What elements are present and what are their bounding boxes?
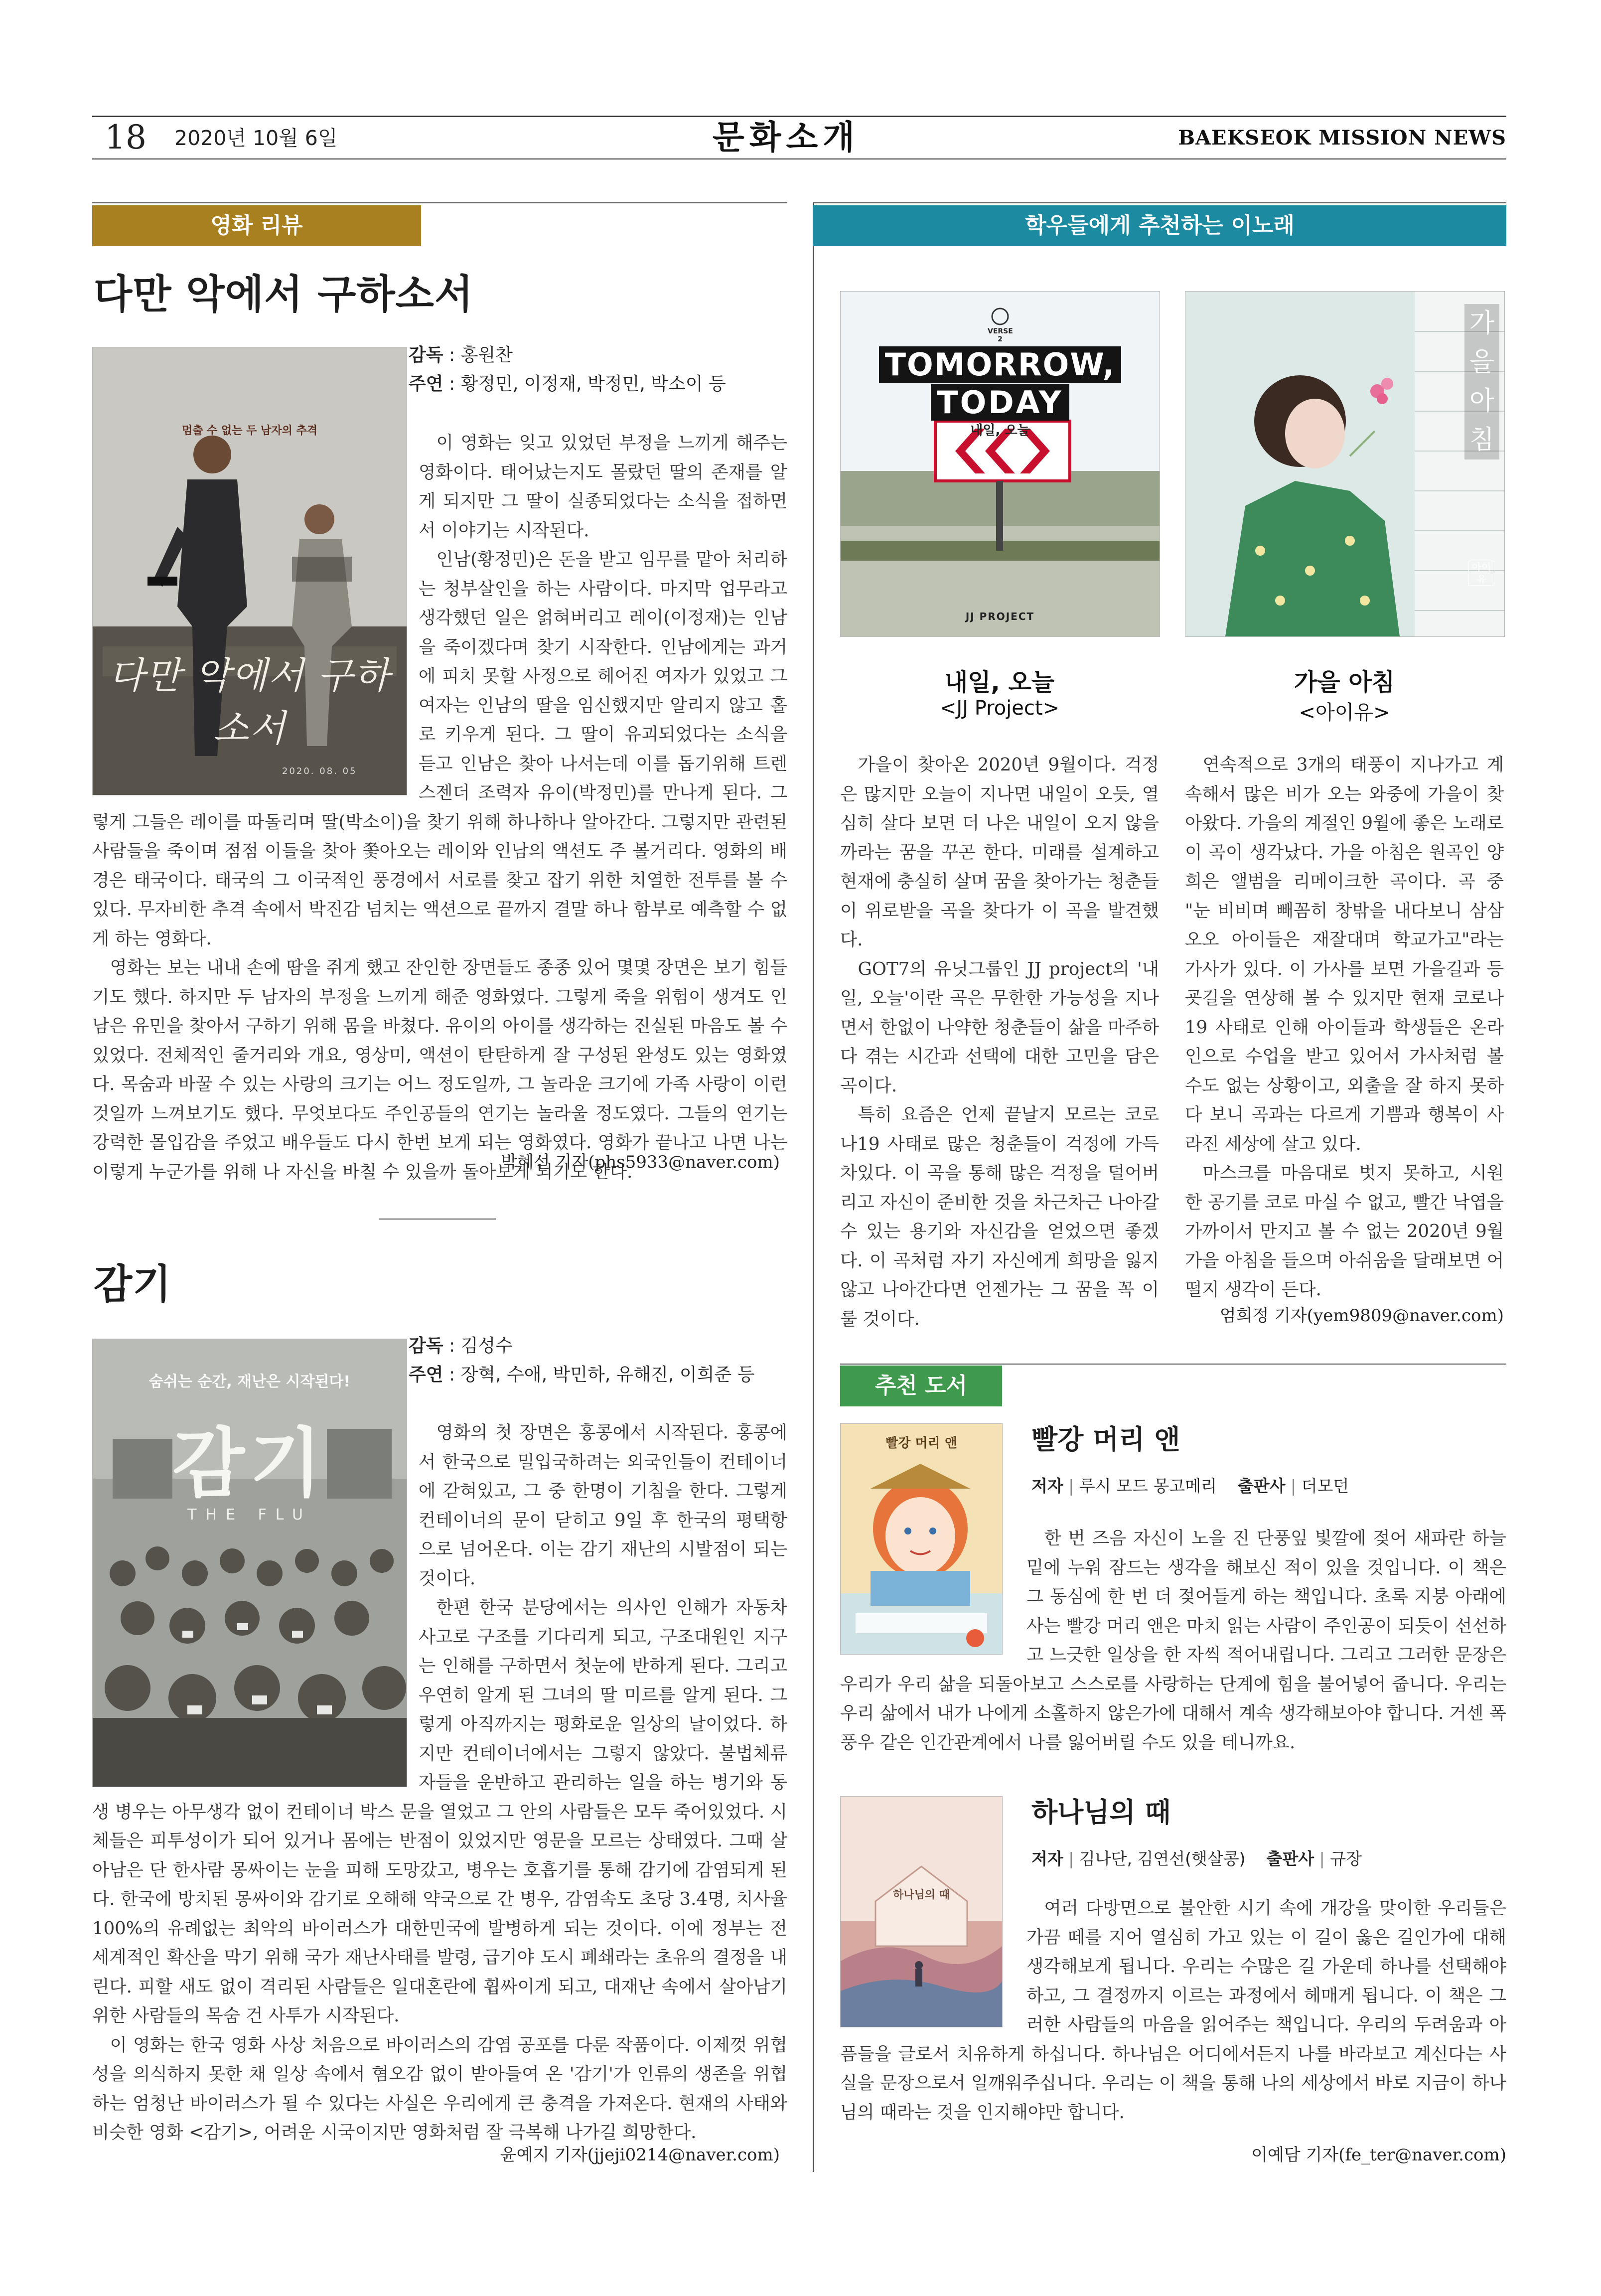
song1-cover-korean: 내일, 오늘 bbox=[970, 423, 1030, 438]
review2-cast: 장혁, 수애, 박민하, 유해진, 이희준 등 bbox=[460, 1365, 755, 1385]
book2-author: 김나단, 김연선(햇살콩) bbox=[1079, 1849, 1246, 1868]
book2-cover-title: 하나님의 때 bbox=[893, 1889, 950, 1901]
song2-artist: <아이유> bbox=[1299, 701, 1390, 724]
movie-section-rule bbox=[92, 202, 787, 203]
paper-name: BAEKSEOK MISSION NEWS bbox=[1178, 126, 1506, 150]
song1-cover-label: JJ PROJECT bbox=[965, 611, 1035, 622]
review2-paragraph: 이 영화는 한국 영화 사상 처음으로 바이러스의 감염 공포를 다룬 작품이다. 이제껏 위협성을 의식하지 못한 채 일상 속에서 혐오감 없이 받아들여 온 '감기'가 인류의 생존을 위협하는 엄청난 바이러스가 될 수 있다는 사실은 우리에게 큰 충격을 가져온다. 현재의 사태와 비슷한 영화 <감기>, 어려운 시국이지만 영화처럼 잘 극복해 나가길 희망한다. bbox=[92, 2034, 787, 2143]
review2-byline: 윤예지 기자(jjeji0214@naver.com) bbox=[500, 2145, 780, 2165]
section-name: 문화소개 bbox=[713, 118, 860, 156]
review2-director: 김성수 bbox=[460, 1336, 513, 1356]
page-number: 18 bbox=[105, 118, 146, 156]
book1-body bbox=[840, 1524, 1506, 1757]
song2-title: 가을 아침 bbox=[1294, 668, 1395, 696]
review1-director-line: 감독 : 홍원찬 bbox=[409, 345, 513, 365]
review2-director-line: 감독 : 김성수 bbox=[409, 1336, 513, 1356]
review1-paragraph: 영화는 보는 내내 손에 땀을 쥐게 했고 잔인한 장면들도 종종 있어 몇몇 장면은 보기 힘들기도 했다. 하지만 두 남자의 부정을 느끼게 해준 영화였다. 그렇게 죽을 위험이 생겨도 인남은 유민을 찾아서 구하기 위해 몸을 바쳤다. 유이의 아이를 생각하는 진실된 마음도 볼 수 있었다. 전체적인 줄거리와 개요, 영상미, 액션이 탄탄하게 잘 구성된 완성도 있는 영화였다. 목숨과 바꿀 수 있는 사랑의 크기는 어느 정도일까, 그 놀라운 크기에 가족 사랑이 이런 것일까 느껴보기도 했다. 무엇보다도 주인공들의 연기는 놀라울 정도였다. 그들의 연기는 강력한 몰입감을 주었고 배우들도 다시 한번 보게 되는 영화였다. 영화가 끝나고 나면 나는 이렇게 누군가를 위해 나 자신을 바칠 수 있을까 돌아보게 되기도 한다. bbox=[92, 957, 787, 1182]
song2-cover-vertical-title: 가 을 아 침 bbox=[1464, 304, 1499, 459]
review2-title: 감기 bbox=[94, 1261, 172, 1307]
review1-director-label: 감독 bbox=[409, 345, 443, 365]
review1-director: 홍원찬 bbox=[460, 345, 513, 365]
song2-byline: 엄희정 기자(yem9809@naver.com) bbox=[1219, 1306, 1504, 1326]
review1-body bbox=[92, 429, 787, 1187]
music-section-banner: 학우들에게 추천하는 이노래 bbox=[813, 205, 1506, 246]
review1-cast-label: 주연 bbox=[409, 374, 443, 394]
book1-meta: 저자 | 루시 모드 몽고메리 출판사 | 더모던 bbox=[1031, 1476, 1349, 1496]
review1-poster-date: 2020. 08. 05 bbox=[282, 766, 357, 776]
masthead-bottom-rule bbox=[92, 158, 1506, 159]
review-separator bbox=[379, 1219, 496, 1220]
review2-body bbox=[92, 1418, 787, 2147]
review1-title: 다만 악에서 구하소서 bbox=[94, 271, 474, 317]
song1-paragraph: GOT7의 유닛그룹인 JJ project의 '내일, 오늘'이란 곡은 무한한 가능성을 지나면서 한없이 나약한 청춘들이 삶을 마주하다 겪는 시간과 선택에 대한 고민을 담은 곡이다. bbox=[840, 958, 1159, 1096]
book1-author-label: 저자 bbox=[1031, 1476, 1063, 1496]
song1-title: 내일, 오늘 bbox=[944, 668, 1055, 696]
book2-paragraph: 여러 다방면으로 불안한 시기 속에 개강을 맞이한 우리들은 가끔 떼를 지어 열심히 가고 있는 이 길이 옳은 길인가에 대해 생각해보게 됩니다. 우리는 수많은 길 가운데 하나를 선택해야 하고, 그 결정까지 이르는 과정에서 헤매게 됩니다. 이 책은 그러한 사람들의 마음을 읽어주는 책입니다. 우리의 두려움과 아픔들을 글로서 치유하게 하십니다. 하나님은 어디에서든지 나를 바라보고 계신다는 사실을 문장으로서 일깨워주십니다. 우리는 이 책을 통해 나의 세상에서 바로 지금이 하나님의 때라는 것을 인지해야만 합니다. bbox=[840, 1898, 1506, 2123]
review1-cast: 황정민, 이정재, 박정민, 박소이 등 bbox=[460, 374, 726, 394]
book1-publisher: 더모던 bbox=[1301, 1476, 1349, 1496]
song1-cover-line1: TOMORROW, bbox=[841, 346, 1160, 383]
review2-poster-title: 감기 bbox=[172, 1420, 327, 1507]
book1-wrap-spacer bbox=[840, 1524, 1026, 1670]
column-divider bbox=[813, 203, 814, 2172]
book1-publisher-label: 출판사 bbox=[1237, 1476, 1286, 1496]
song1-body bbox=[840, 751, 1159, 1334]
review2-wrap-spacer bbox=[92, 1418, 419, 1785]
book2-wrap-spacer bbox=[840, 1894, 1026, 2038]
review2-paragraph: 영화의 첫 장면은 홍콩에서 시작된다. 홍콩에서 한국으로 밀입국하려는 외국인들이 컨테이너에 갇혀있고, 그 중 한명이 기침을 한다. 그렇게 컨테이너의 문이 닫히고 9일 후 한국의 평택항으로 넘어온다. 이는 감기 재난의 시발점이 되는 것이다. bbox=[419, 1422, 787, 1589]
song1-artist: <JJ Project> bbox=[939, 697, 1060, 720]
review1-byline: 박혜선 기자(phs5933@naver.com) bbox=[501, 1152, 780, 1172]
review2-paragraph: 한편 한국 분당에서는 의사인 인해가 자동차 사고로 구조를 기다리게 되고, 구조대원인 지구는 인해를 구하면서 첫눈에 반하게 된다. 그리고 우연히 알게 된 그녀의 딸 미르를 알게 된다. 그렇게 아직까지는 평화로운 일상의 날이었다. 하지만 컨테이너에서는 그렇지 않았다. 불법체류자들을 운반하고 관리하는 일을 하는 병기와 동생 병우는 아무생각 없이 컨테이너 박스 문을 열었고 그 안의 사람들은 모두 죽어있었다. 시체들은 피투성이가 되어 있거나 몸에는 반점이 있었지만 영문을 모르는 상태였다. 그때 살아남은 단 한사람 몽싸이는 눈을 피해 도망갔고, 병우는 호흡기를 통해 감기에 감염되게 된다. 한국에 방치된 몽싸이와 감기로 오해해 약국으로 간 병우, 감염속도 초당 3.4명, 치사율 100%의 유례없는 최악의 바이러스가 대한민국에 발병하게 되는 것이다. 이에 정부는 전 세계적인 확산을 막기 위해 국가 재난사태를 발령, 급기야 도시 폐쇄라는 초유의 결정을 내린다. 피할 새도 없이 격리된 사람들은 일대혼란에 휩싸이게 되고, 대재난 속에서 살아남기 위한 사람들의 목숨 건 사투가 시작된다. bbox=[92, 1597, 787, 2026]
book1-cover-title: 빨강 머리 앤 bbox=[885, 1436, 957, 1451]
song2-cover-art bbox=[1185, 292, 1504, 636]
song2-cover bbox=[1185, 291, 1505, 637]
review2-poster-tagline: 숨쉬는 순간, 재난은 시작된다! bbox=[148, 1373, 351, 1390]
review2-cast-line: 주연 : 장혁, 수애, 박민하, 유해진, 이희준 등 bbox=[409, 1365, 755, 1385]
song2-paragraph: 연속적으로 3개의 태풍이 지나가고 계속해서 많은 비가 오는 와중에 가을이 찾아왔다. 가을의 계절인 9월에 좋은 노래로 이 곡이 생각났다. 가을 아침은 원곡인 양희은 앨범을 리메이크한 곡이다. 곡 중 "눈 비비며 빼꼼히 창밖을 내다보니 삼삼오오 아이들은 재잘대며 학교가고"라는 가사가 있다. 이 가사를 보면 가을길과 등굣길을 연상해 볼 수 있지만 현재 코로나19 사태로 인해 아이들과 학생들은 온라인으로 수업을 받고 있어서 가사처럼 볼 수도 없는 상황이고, 외출을 잘 하지 못하다 보니 곡과는 다르게 기쁨과 행복이 사라진 세상에 살고 있다. bbox=[1185, 755, 1504, 1154]
review2-cast-label: 주연 bbox=[409, 1365, 443, 1385]
review1-paragraph: 이 영화는 잊고 있었던 부정을 느끼게 해주는 영화이다. 태어났는지도 몰랐던 딸의 존재를 알게 되지만 그 딸이 실종되었다는 소식을 접하면서 이야기는 시작된다. bbox=[419, 433, 787, 541]
review1-poster-tagline: 멈출 수 없는 두 남자의 추격 bbox=[181, 425, 318, 437]
book2-publisher-label: 출판사 bbox=[1266, 1849, 1314, 1868]
song1-cover-line2: TODAY bbox=[841, 384, 1160, 421]
review1-cast-line: 주연 : 황정민, 이정재, 박정민, 박소이 등 bbox=[409, 374, 726, 394]
song1-paragraph: 가을이 찾아온 2020년 9월이다. 걱정은 많지만 오늘이 지나면 내일이 오듯, 열심히 살다 보면 더 나은 내일이 오지 않을까라는 꿈을 꾸곤 한다. 미래를 설계하고 현재에 충실히 살며 꿈을 찾아가는 청춘들이 위로받을 곡을 찾다가 이 곡을 발견했다. bbox=[840, 755, 1159, 950]
review1-paragraph: 인남(황정민)은 돈을 받고 임무를 맡아 처리하는 청부살인을 하는 사람이다. 마지막 업무라고 생각했던 일은 얽혀버리고 레이(이정재)는 인남을 죽이겠다며 찾기 시작한다. 인남에게는 과거에 피치 못할 사정으로 헤어진 여자가 있었고 그 여자는 인남의 딸을 임신했지만 알리지 않고 홀로 키우게 된다. 그 딸이 유괴되었다는 소식을 듣고 인남은 찾아 나서는데 이를 돕기위해 트렌스젠더 조력자 유이(박정민)를 만나게 된다. 그렇게 그들은 레이를 따돌리며 딸(박소이)을 찾기 위해 하나하나 알아간다. 그렇지만 관련된 사람들을 죽이며 점점 이들을 찾아 쫓아오는 레이와 인남의 액션도 주 볼거리다. 영화의 배경은 태국이다. 태국의 그 이국적인 풍경에서 서로를 찾고 잡기 위한 치열한 전투를 볼 수 있다. 무자비한 추격 속에서 박진감 넘치는 액션으로 끝까지 결말 하나 함부로 예측할 수 없게 하는 영화다. bbox=[92, 549, 787, 949]
book2-title: 하나님의 때 bbox=[1031, 1797, 1171, 1828]
book-section-rule bbox=[840, 1364, 1506, 1365]
book1-title: 빨강 머리 앤 bbox=[1031, 1424, 1180, 1455]
masthead-top-rule bbox=[92, 116, 1506, 117]
book2-author-label: 저자 bbox=[1031, 1849, 1063, 1868]
song1-cover bbox=[840, 291, 1160, 637]
song2-body bbox=[1185, 751, 1504, 1305]
book2-publisher: 규장 bbox=[1330, 1849, 1362, 1868]
book1-paragraph: 한 번 즈음 자신이 노을 진 단풍잎 빛깔에 젖어 새파란 하늘 밑에 누워 잠드는 생각을 해보신 적이 있을 것입니다. 이 책은 그 동심에 한 번 더 젖어들게 하는 책입니다. 초록 지붕 아래에 사는 빨강 머리 앤은 마치 읽는 사람이 주인공이 되듯이 선선하고 느긋한 일상을 한 자씩 적어내립니다. 그리고 그러한 문장은 우리가 우리 삶을 되돌아보고 스스로를 사랑하는 단계에 힘을 불어넣어 줍니다. 우리는 우리 삶에서 내가 나에게 소홀하지 않은가에 대해서 계속 생각해보아야 합니다. 거센 폭풍우 같은 인간관계에서 나를 잃어버릴 수도 있을 테니까요. bbox=[840, 1528, 1506, 1753]
song2-paragraph: 마스크를 마음대로 벗지 못하고, 시원한 공기를 코로 마실 수 없고, 빨간 낙엽을 가까이서 만지고 볼 수 없는 2020년 9월 가을 아침을 들으며 아쉬움을 달래보면 어떨지 생각이 든다. bbox=[1185, 1163, 1504, 1300]
book2-byline: 이예담 기자(fe_ter@naver.com) bbox=[1251, 2145, 1506, 2165]
book-section-banner: 추천 도서 bbox=[840, 1366, 1002, 1406]
review2-poster-subtitle: THE FLU bbox=[187, 1506, 312, 1524]
movie-section-banner: 영화 리뷰 bbox=[92, 205, 421, 246]
issue-date: 2020년 10월 6일 bbox=[174, 126, 338, 150]
book1-author: 루시 모드 몽고메리 bbox=[1079, 1476, 1217, 1496]
review1-poster-title: 다만 악에서 구하소서 bbox=[109, 654, 391, 750]
book2-body bbox=[840, 1894, 1506, 2127]
song2-cover-artist: 아이유 bbox=[1468, 561, 1494, 586]
song1-cover-badge: VERSE 2 bbox=[988, 327, 1013, 343]
music-section-rule bbox=[813, 202, 1506, 203]
song1-paragraph: 특히 요즘은 언제 끝날지 모르는 코로나19 사태로 많은 청춘들이 걱정에 가득 차있다. 이 곡을 통해 많은 걱정을 덜어버리고 자신이 준비한 것을 차근차근 나아갈 수 있는 용기와 자신감을 얻었으면 좋겠다. 이 곡처럼 자기 자신에게 희망을 잃지 않고 나아간다면 언젠가는 그 꿈을 꼭 이룰 것이다. bbox=[840, 1104, 1159, 1329]
review1-wrap-spacer bbox=[92, 429, 419, 799]
review2-director-label: 감독 bbox=[409, 1336, 443, 1356]
book2-meta: 저자 | 김나단, 김연선(햇살콩) 출판사 | 규장 bbox=[1031, 1849, 1362, 1868]
